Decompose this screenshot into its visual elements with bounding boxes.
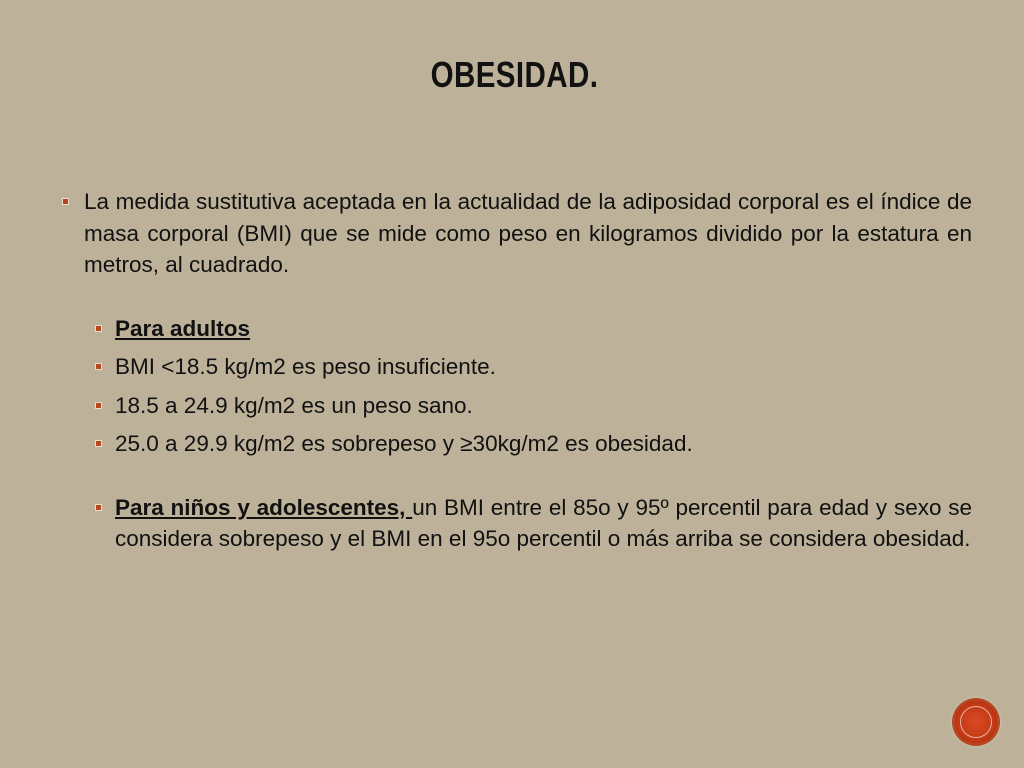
- adults-item-text: 18.5 a 24.9 kg/m2 es un peso sano.: [115, 392, 473, 418]
- slide-body: [60, 186, 972, 555]
- square-bullet-icon: [95, 363, 102, 370]
- children-bullet: [91, 492, 972, 555]
- intro-bullet: [60, 186, 972, 281]
- square-bullet-icon: [95, 325, 102, 332]
- adults-heading: Para adultos: [115, 315, 251, 341]
- square-bullet-icon: [95, 504, 102, 511]
- adults-item-3: [91, 428, 972, 460]
- adults-item-1: [91, 351, 972, 383]
- intro-text: La medida sustitutiva aceptada en la actualidad de la adiposidad corporal es el índice de masa corporal (BMI) que se mide como peso en kilogramos dividido por la estatura en metros, al cuadrado.: [84, 189, 972, 277]
- circular-seal-logo-icon: [954, 700, 998, 744]
- square-bullet-icon: [62, 198, 69, 205]
- adults-item-2: [91, 390, 972, 422]
- adults-item-text: 25.0 a 29.9 kg/m2 es sobrepeso y ≥30kg/m2 es obesidad.: [115, 431, 693, 456]
- slide-title: OBESIDAD.: [430, 54, 599, 95]
- logo-ring: [960, 706, 992, 738]
- adults-item-text: BMI <18.5 kg/m2 es peso insuficiente.: [115, 354, 496, 379]
- adults-heading-bullet: [91, 313, 972, 345]
- square-bullet-icon: [95, 402, 102, 409]
- children-heading: Para niños y adolescentes,: [115, 494, 413, 520]
- children-text: un BMI entre el 85o y 95º percentil para edad y sexo se considera sobrepeso y el BMI en el 95o percentil o más arriba se considera obesidad.: [115, 494, 972, 551]
- square-bullet-icon: [95, 440, 102, 447]
